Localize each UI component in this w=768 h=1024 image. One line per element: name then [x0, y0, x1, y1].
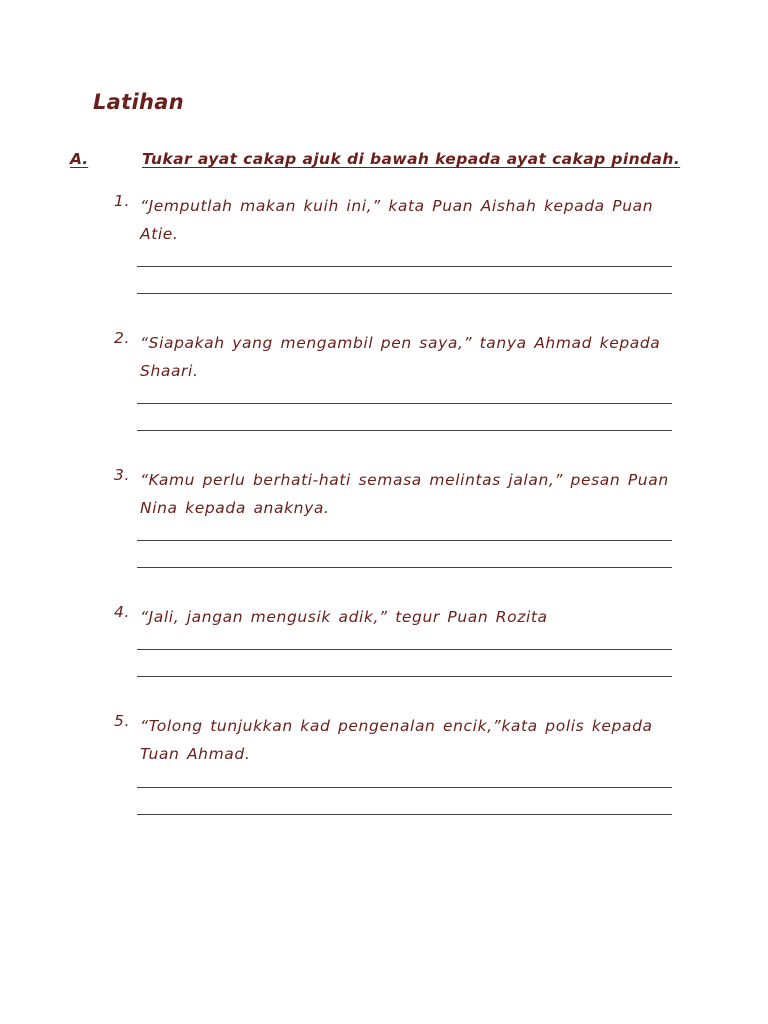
answer-line[interactable]	[137, 649, 672, 650]
answer-line[interactable]	[137, 567, 672, 568]
answer-line[interactable]	[137, 540, 672, 541]
section-instruction: Tukar ayat cakap ajuk di bawah kepada ayat cakap pindah.	[142, 150, 681, 168]
answer-line[interactable]	[137, 430, 672, 431]
section-heading	[70, 150, 690, 178]
answer-line[interactable]	[137, 787, 672, 788]
answer-line[interactable]	[137, 814, 672, 815]
page-title: Latihan	[93, 90, 184, 114]
question-number: 2.	[114, 329, 130, 347]
answer-line[interactable]	[137, 403, 672, 404]
question-text: “Kamu perlu berhati-hati semasa melintas jalan,” pesan Puan Nina kepada anaknya.	[140, 471, 669, 517]
question-number: 4.	[114, 603, 130, 621]
section-letter: A.	[70, 150, 89, 168]
question-text: “Jali, jangan mengusik adik,” tegur Puan Rozita	[140, 608, 548, 626]
answer-line[interactable]	[137, 293, 672, 294]
question-number: 5.	[114, 712, 130, 730]
answer-line[interactable]	[137, 676, 672, 677]
question-number: 3.	[114, 466, 130, 484]
question-text: “Siapakah yang mengambil pen saya,” tanya Ahmad kepada Shaari.	[140, 334, 661, 380]
question-text: “Jemputlah makan kuih ini,” kata Puan Aishah kepada Puan Atie.	[140, 197, 654, 243]
question-number: 1.	[114, 192, 130, 210]
answer-line[interactable]	[137, 266, 672, 267]
question-text: “Tolong tunjukkan kad pengenalan encik,”kata polis kepada Tuan Ahmad.	[140, 717, 653, 763]
